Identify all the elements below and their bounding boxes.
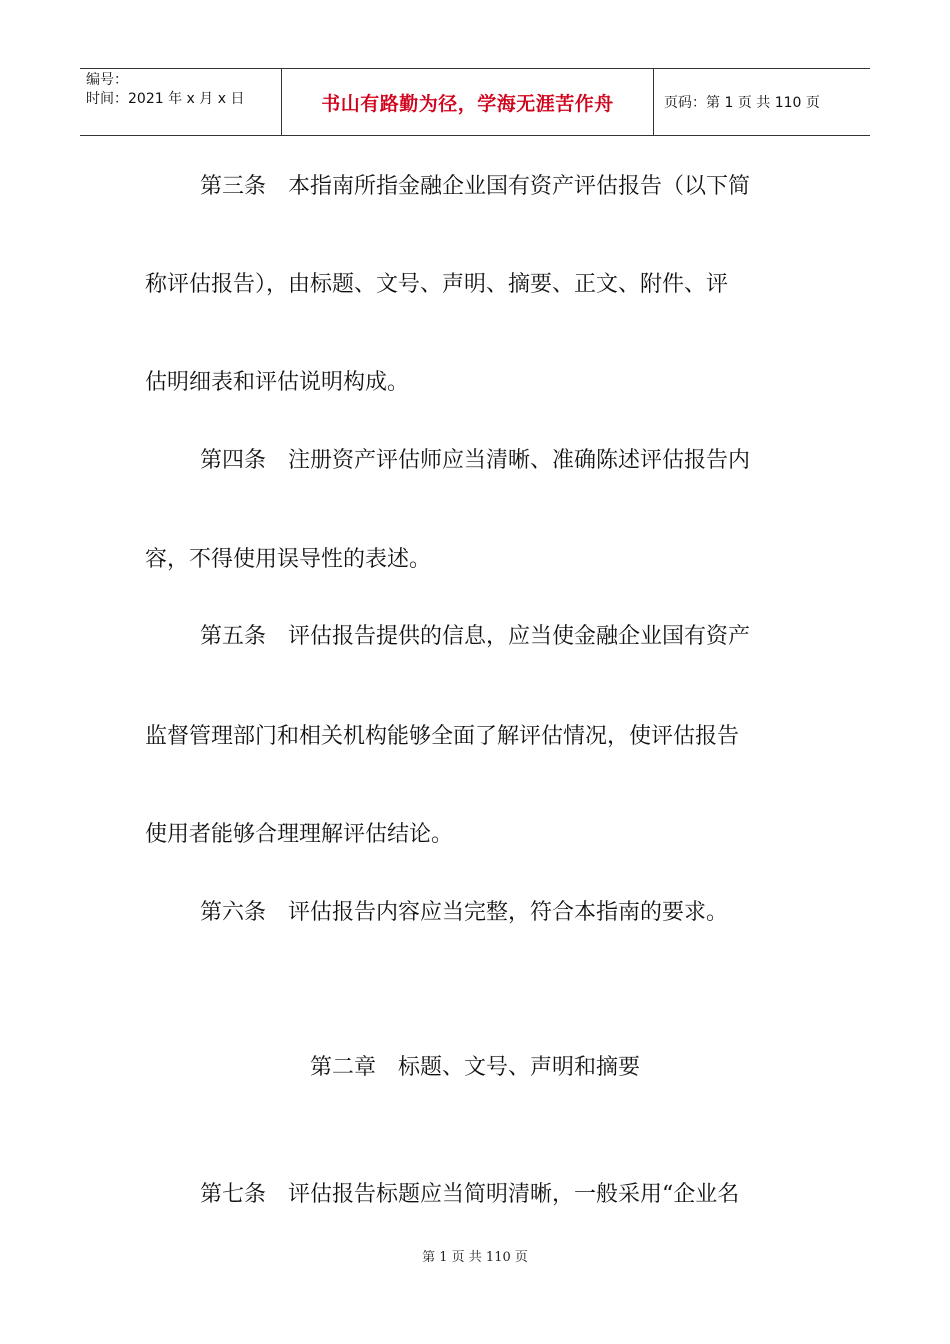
document-date: 时间：2021 年 x 月 x 日 bbox=[86, 91, 245, 107]
body-line: 容，不得使用误导性的表述。 bbox=[145, 547, 432, 572]
body-line: 第六条 评估报告内容应当完整，符合本指南的要求。 bbox=[200, 900, 729, 925]
body-line: 第七条 评估报告标题应当简明清晰，一般采用“企业名 bbox=[200, 1182, 740, 1207]
chapter-heading: 第二章 标题、文号、声明和摘要 bbox=[309, 1055, 640, 1080]
document-number-label: 编号： bbox=[86, 72, 128, 88]
body-line: 使用者能够合理理解评估结论。 bbox=[145, 822, 454, 847]
body-line: 称评估报告），由标题、文号、声明、摘要、正文、附件、评 bbox=[145, 272, 729, 297]
body-line: 第四条 注册资产评估师应当清晰、准确陈述评估报告内 bbox=[200, 448, 751, 473]
header-page-info: 页码：第 1 页 共 110 页 bbox=[664, 95, 820, 111]
body-line: 监督管理部门和相关机构能够全面了解评估情况，使评估报告 bbox=[145, 724, 740, 749]
body-line: 估明细表和评估说明构成。 bbox=[145, 370, 410, 395]
header-motto: 书山有路勤为径，学海无涯苦作舟 bbox=[282, 69, 654, 135]
page-header bbox=[80, 68, 870, 136]
body-line: 第三条 本指南所指金融企业国有资产评估报告（以下简 bbox=[200, 174, 751, 199]
body-line: 第五条 评估报告提供的信息，应当使金融企业国有资产 bbox=[200, 624, 751, 649]
header-meta bbox=[80, 69, 282, 135]
page-footer: 第 1 页 共 110 页 bbox=[422, 1250, 528, 1265]
